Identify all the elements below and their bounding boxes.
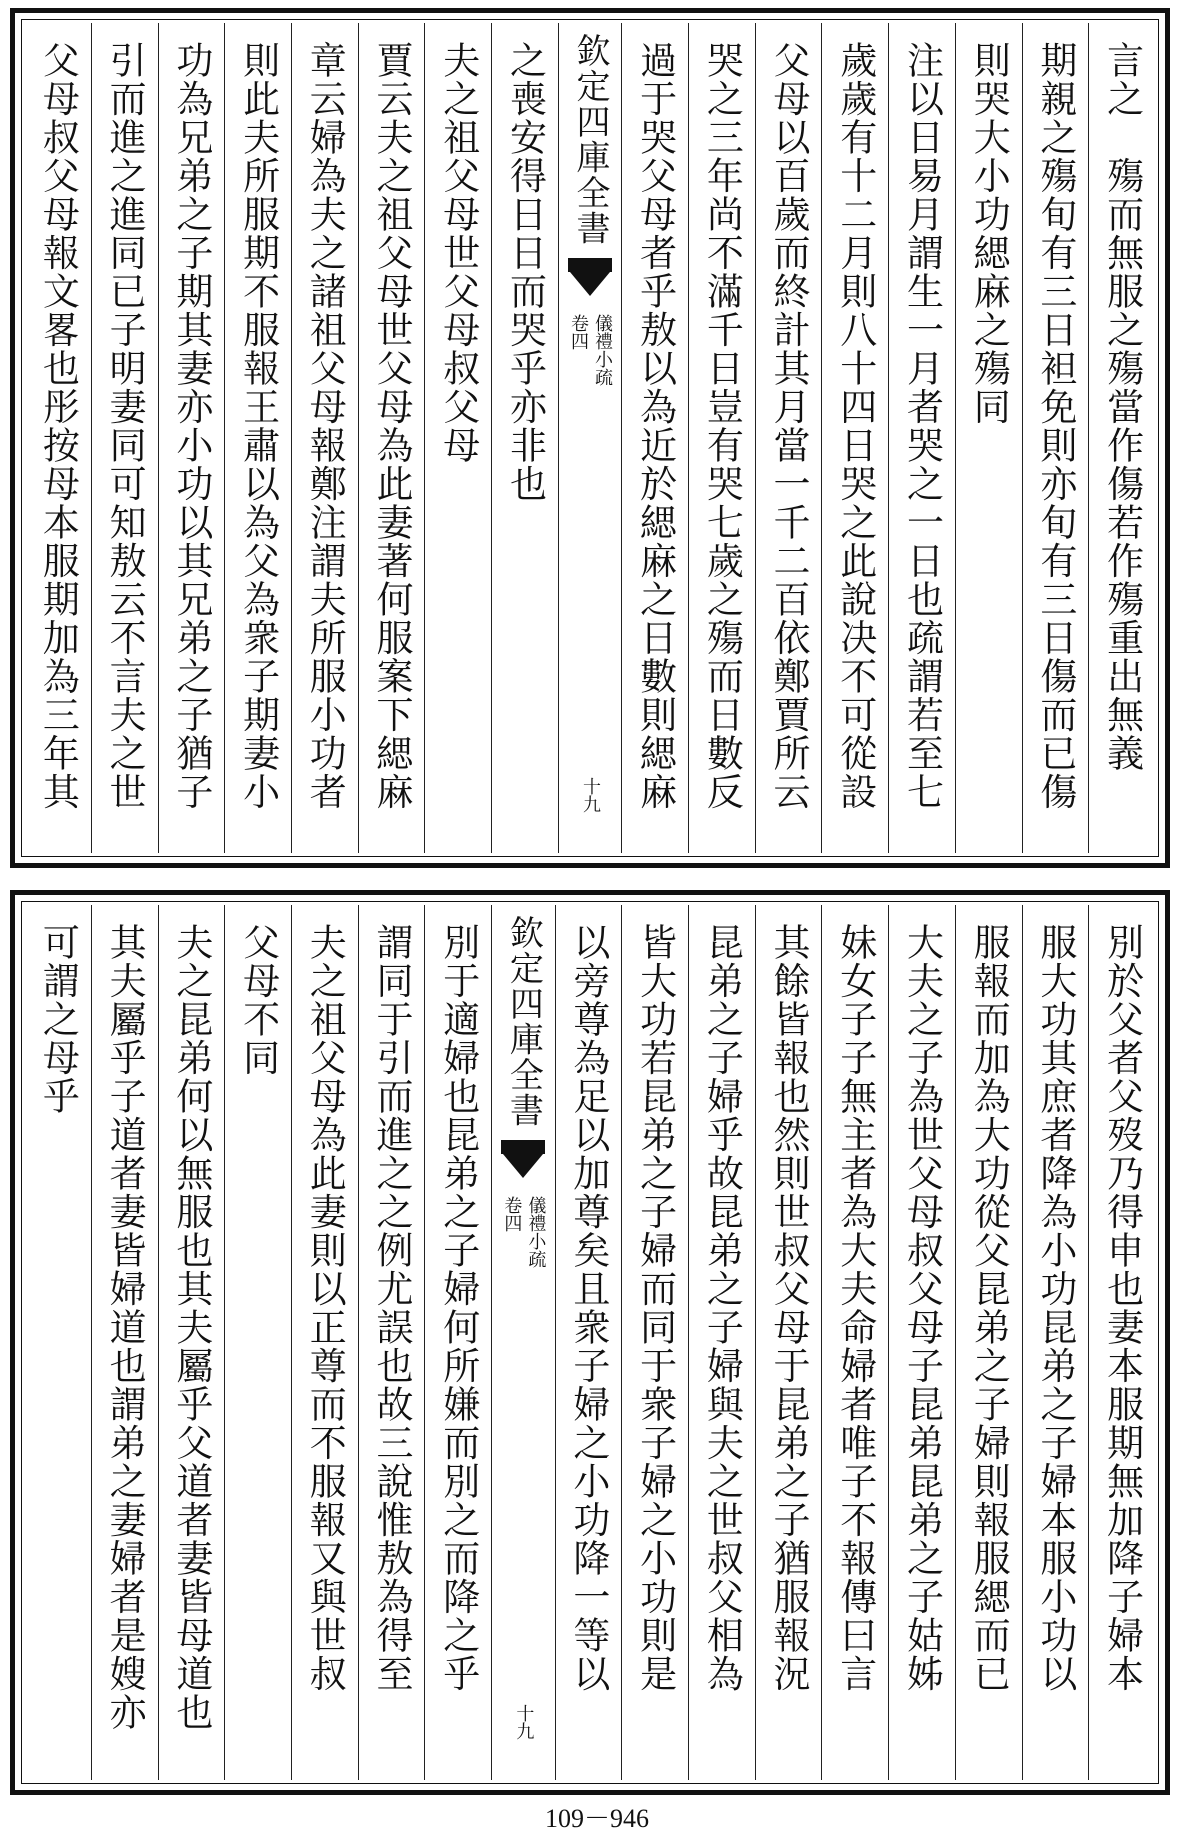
top-page-frame (10, 8, 1170, 868)
text-column (621, 905, 688, 1780)
text-column (224, 905, 291, 1780)
text-column (1022, 23, 1089, 853)
center-margin-column (491, 905, 554, 1780)
column-text: 夫之昆弟何以無服也其夫屬乎父道者妻皆母道也 (169, 923, 213, 1732)
column-text: 別於父者父歿乃得申也妻本服期無加降子婦本 (1100, 923, 1144, 1693)
folio-number: 十九 (580, 777, 602, 813)
text-column (424, 23, 491, 853)
column-text: 過于哭父母者乎敖以為近於緦麻之日數則緦麻 (633, 41, 677, 811)
column-text: 大夫之子為世父母叔父母子昆弟昆弟之子姑姊 (900, 923, 944, 1693)
fishtail-ornament-icon (501, 1140, 545, 1184)
column-text: 賈云夫之祖父母世父母為此妻著何服案下緦麻 (370, 41, 414, 811)
text-column (424, 905, 491, 1780)
text-column (91, 905, 158, 1780)
book-label-group (501, 1196, 547, 1268)
book-label-group (568, 314, 614, 386)
text-column (621, 23, 688, 853)
text-column (25, 905, 91, 1780)
column-text: 父母叔父母報文畧也彤按母本服期加為三年其 (36, 41, 80, 811)
text-column (821, 23, 888, 853)
folio-number: 十九 (513, 1704, 535, 1740)
fishtail-ornament-icon (568, 258, 612, 302)
column-text: 哭之三年尚不滿千日豈有哭七歲之殤而日數反 (700, 41, 744, 811)
text-column (224, 23, 291, 853)
column-text: 則哭大小功緦麻之殤同 (967, 41, 1011, 426)
column-text: 謂同于引而進之之例尤誤也故三說惟敖為得至 (370, 923, 414, 1693)
book-title: 儀禮小疏 (592, 314, 614, 386)
text-column (25, 23, 91, 853)
book-title: 儀禮小疏 (525, 1196, 547, 1268)
text-column (291, 905, 358, 1780)
center-margin-column (558, 23, 621, 853)
text-column (358, 23, 425, 853)
collection-title: 欽定四庫全書 (570, 33, 611, 246)
text-column (158, 23, 225, 853)
column-text: 則此夫所服期不服報王肅以為父為衆子期妻小 (236, 41, 280, 811)
column-text: 引而進之進同已子明妻同可知敖云不言夫之世 (103, 41, 147, 811)
column-text: 可謂之母乎 (36, 923, 80, 1116)
column-text: 其夫屬乎子道者妻皆婦道也謂弟之妻婦者是嫂亦 (103, 923, 147, 1732)
text-column (888, 905, 955, 1780)
column-text: 注以日易月謂生一月者哭之一日也疏謂若至七 (900, 41, 944, 811)
top-text-columns (25, 23, 1155, 853)
text-column (688, 23, 755, 853)
text-column (358, 905, 425, 1780)
column-text: 章云婦為夫之諸祖父母報鄭注謂夫所服小功者 (303, 41, 347, 811)
text-column (555, 905, 622, 1780)
text-column (755, 905, 822, 1780)
text-column (158, 905, 225, 1780)
column-text: 之喪安得日日而哭乎亦非也 (503, 41, 547, 503)
bottom-text-columns (25, 905, 1155, 1780)
text-column (955, 905, 1022, 1780)
text-column (755, 23, 822, 853)
volume-label: 卷四 (501, 1196, 523, 1232)
column-text: 服報而加為大功從父昆弟之子婦則報服緦而已 (967, 923, 1011, 1693)
column-text: 夫之祖父母為此妻則以正尊而不服報又與世叔 (303, 923, 347, 1693)
column-text: 父母以百歲而終計其月當一千二百依鄭賈所云 (767, 41, 811, 811)
column-text: 服大功其庶者降為小功昆弟之子婦本服小功以 (1033, 923, 1077, 1693)
collection-title: 欽定四庫全書 (503, 915, 544, 1128)
column-text: 以旁尊為足以加尊矣且衆子婦之小功降一等以 (566, 923, 610, 1693)
text-column (955, 23, 1022, 853)
column-text: 昆弟之子婦乎故昆弟之子婦與夫之世叔父相為 (700, 923, 744, 1693)
column-text: 功為兄弟之子期其妻亦小功以其兄弟之子猶子 (169, 41, 213, 811)
text-column (821, 905, 888, 1780)
column-text: 歲歲有十二月則八十四日哭之此說决不可從設 (833, 41, 877, 811)
column-text: 言之 殤而無服之殤當作傷若作殤重出無義 (1100, 41, 1144, 773)
text-column (291, 23, 358, 853)
column-text: 妹女子子無主者為大夫命婦者唯子不報傳曰言 (833, 923, 877, 1693)
column-text: 皆大功若昆弟之子婦而同于衆子婦之小功則是 (633, 923, 677, 1693)
column-text: 夫之祖父母世父母叔父母 (436, 41, 480, 465)
text-column (91, 23, 158, 853)
text-column (1088, 905, 1155, 1780)
bottom-page-frame (10, 890, 1170, 1795)
column-text: 期親之殤旬有三日袒免則亦旬有三日傷而已傷 (1033, 41, 1077, 811)
text-column (1088, 23, 1155, 853)
column-text: 其餘皆報也然則世叔父母于昆弟之子猶服報況 (767, 923, 811, 1693)
text-column (688, 905, 755, 1780)
text-column (1022, 905, 1089, 1780)
text-column (491, 23, 558, 853)
column-text: 父母不同 (236, 923, 280, 1077)
text-column (888, 23, 955, 853)
page-number-footer: 109－946 (544, 1804, 649, 1833)
volume-label: 卷四 (568, 314, 590, 350)
column-text: 別于適婦也昆弟之子婦何所嫌而別之而降之乎 (436, 923, 480, 1693)
